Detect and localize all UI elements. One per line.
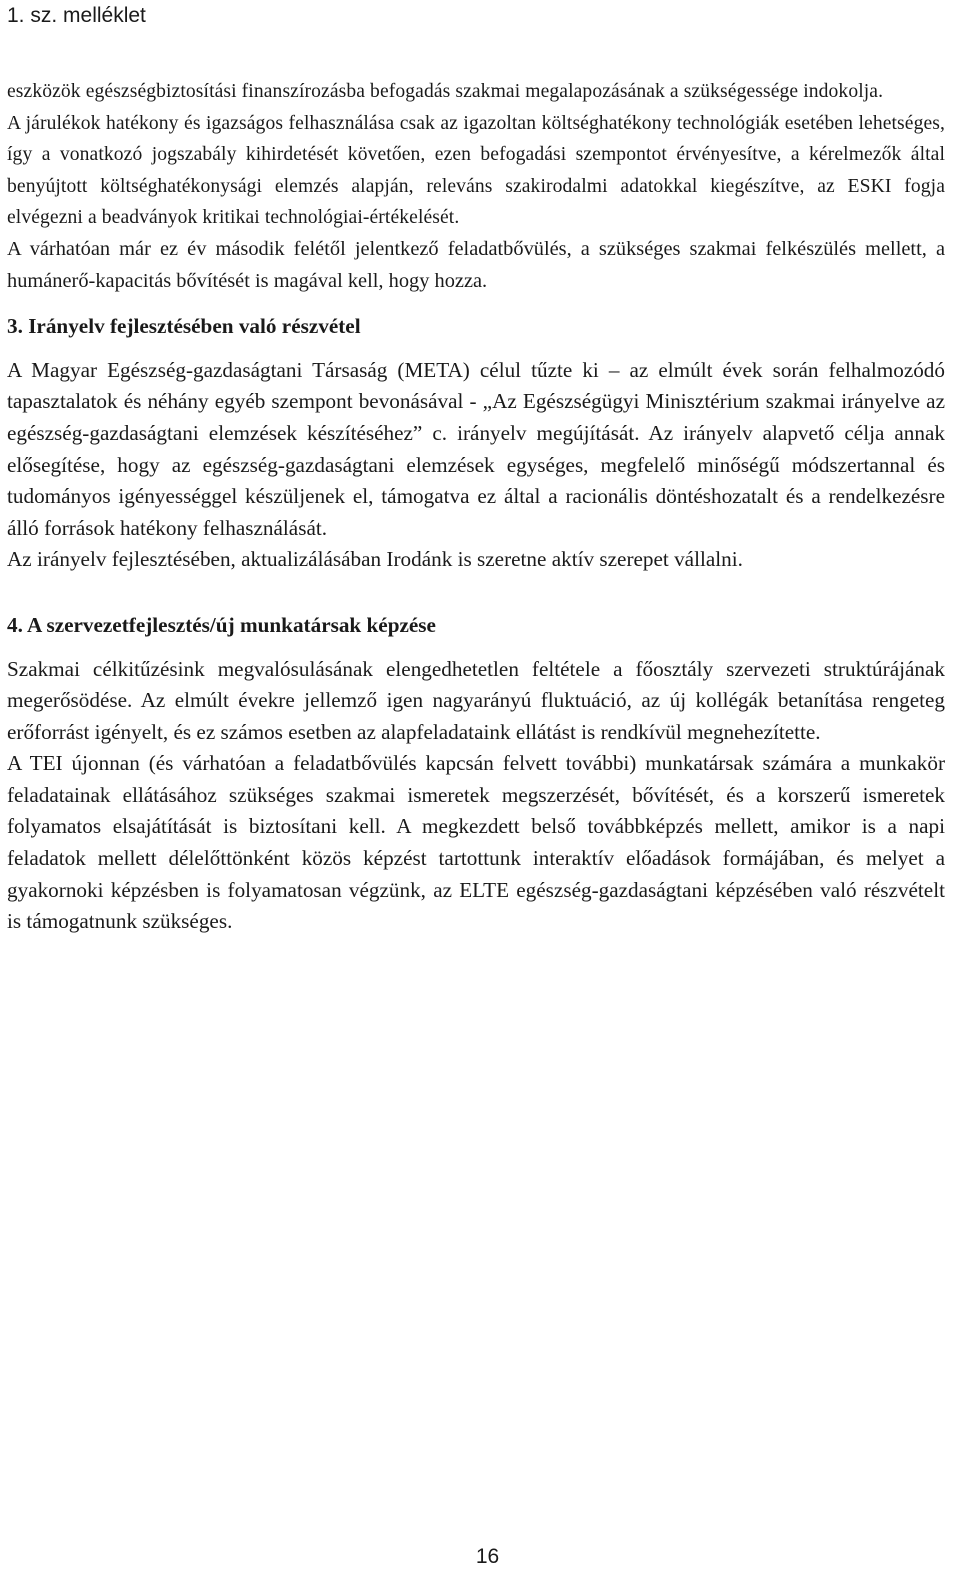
section-3-heading: 3. Irányelv fejlesztésében való részvétel	[7, 314, 361, 339]
paragraph-intro: eszközök egészségbiztosítási finanszírozásba befogadás szakmai megalapozásának a szükségessége indokolja.	[7, 81, 884, 102]
section-3-paragraph-1: A Magyar Egészség-gazdaságtani Társaság (META) célul tűzte ki – az elmúlt évek során felhalmozódó tapasztalatok és néhány egyéb szempont bevonásával - „Az Egészségügyi Minisztérium szakmai irányelve az egészség-gazdaságtani elemzések készítéséhez” c. irányelv megújítását. Az irányelv alapvető célja annak elősegítése, hogy az egészség-gazdaságtani elemzések egységes, megfelelő minőségű módszertannal és tudományos igényességgel készüljenek el, támogatva ez által a racionális döntéshozatalt és a rendelkezésre álló források hatékony felhasználását.	[7, 357, 945, 540]
section-4-heading: 4. A szervezetfejlesztés/új munkatársak képzése	[7, 612, 436, 637]
section-3-paragraph-2: Az irányelv fejlesztésében, aktualizálásában Irodánk is szeretne aktív szerepet vállalni.	[7, 547, 743, 572]
section-4-paragraph-1: Szakmai célkitűzésink megvalósulásának elengedhetetlen feltétele a főosztály szervezeti struktúrájának megerősödése. Az elmúlt évekre jellemző igen nagyarányú fluktuáció, az új kollégák betanítása rengeteg erőforrást igényelt, és ez számos esetben az alapfeladataink ellátást is rendkívül megnehezítette.	[7, 656, 945, 744]
paragraph-contributions: A járulékok hatékony és igazságos felhasználása csak az igazoltan költséghatékony technológiák esetében lehetséges, így a vonatkozó jogszabály kihirdetését követően, ezen befogadási szempontot érvényesítve, a kérelmezők által benyújtott költséghatékonysági elemzés alapján, releváns szakirodalmi adatokkal kiegészítve, az ESKI fogja elvégezni a beadványok kritikai technológiai-értékelését.	[7, 112, 945, 229]
page-number: 16	[475, 1545, 500, 1568]
document-body	[7, 76, 945, 938]
paragraph-capacity: A várhatóan már ez év második felétől jelentkező feladatbővülés, a szükséges szakmai felkészülés mellett, a humánerő-kapacitás bővítését is magával kell, hogy hozza.	[7, 237, 945, 292]
annex-label: 1. sz. melléklet	[7, 4, 146, 27]
section-4-paragraph-2: A TEI újonnan (és várhatóan a feladatbővülés kapcsán felvett további) munkatársak számára a munkakör feladatainak ellátásához szükséges szakmai ismeretek megszerzését, bővítését, és a korszerű ismeretek folyamatos elsajátítását is biztosítani kell. A megkezdett belső továbbképzés mellett, amikor is a napi feladatok mellett délelőttönként közös képzést tartottunk interaktív előadások formájában, és melyet a gyakornoki képzésben is folyamatosan végzünk, az ELTE egészség-gazdaságtani képzésében való részvételt is támogatnunk szükséges.	[7, 751, 945, 934]
